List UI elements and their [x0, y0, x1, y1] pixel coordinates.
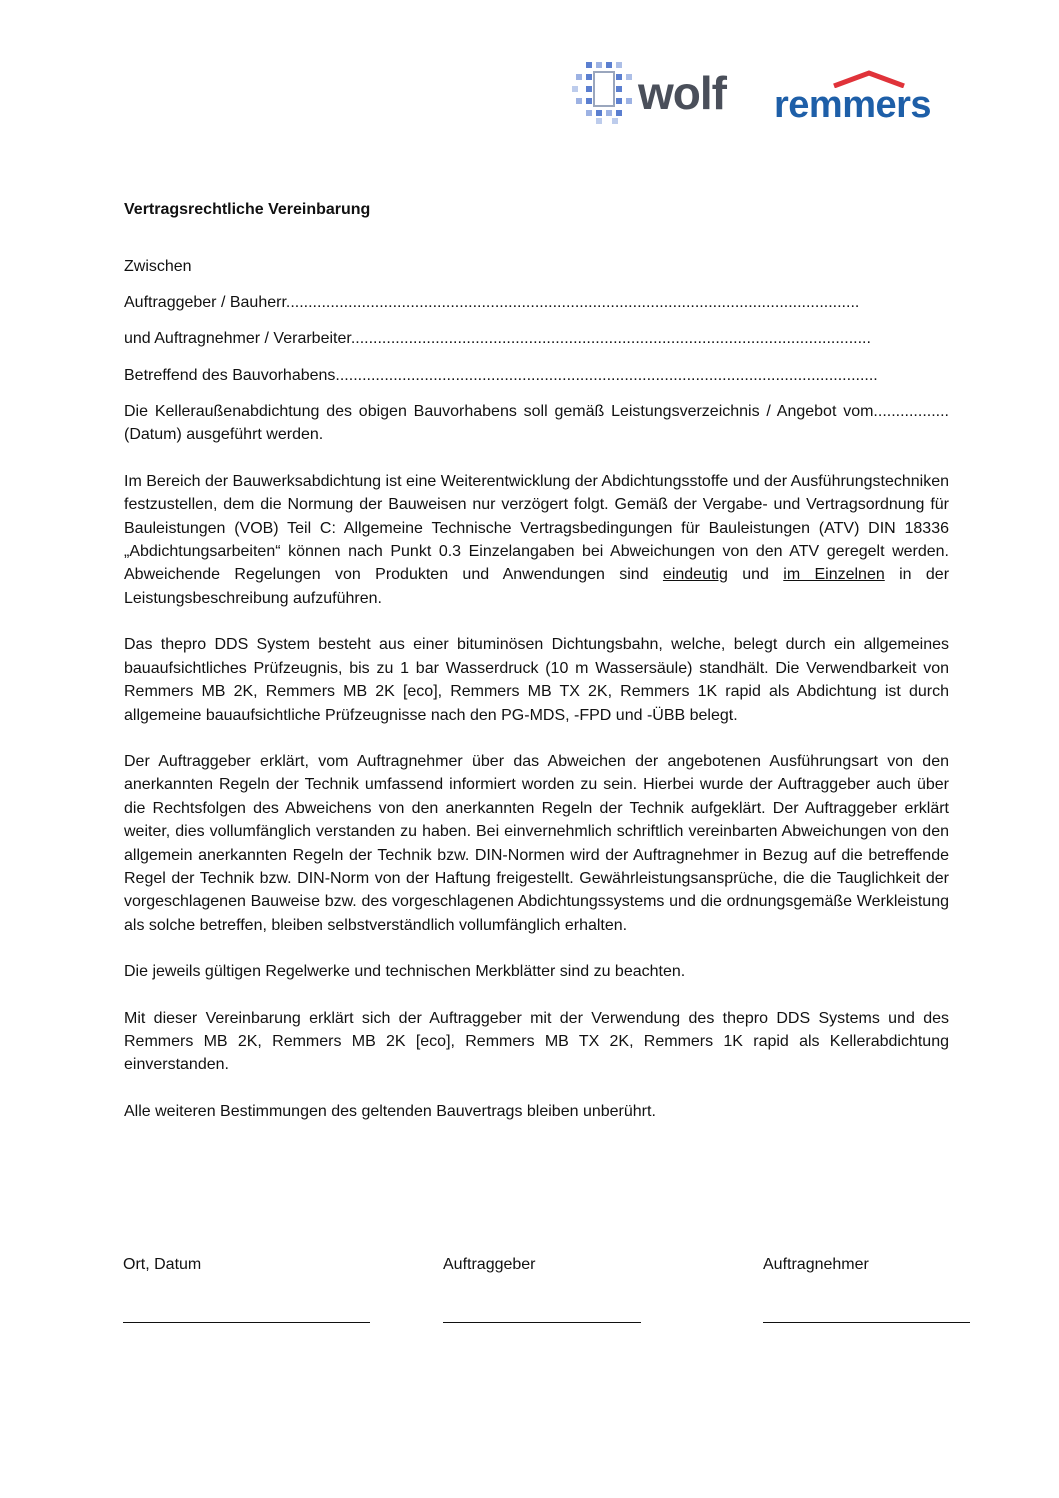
- paragraph-declaration: Der Auftraggeber erklärt, vom Auftragnehmer über das Abweichen der angebotenen Ausführungsart von den anerkannten Regeln der Technik umfassend informiert worden zu sein. Hierbei wurde der Auftraggeber auch über die Rechtsfolgen des Abweichens von den anerkannten Regeln der Technik aufgeklärt. Der Auftraggeber erklärt weiter, dies vollumfänglich verstanden zu haben. Bei einvernehmlich schriftlich vereinbarten Abweichungen von den allgemein anerkannten Regeln der Technik bzw. DIN-Normen wird der Auftragnehmer in Bezug auf die betreffende Regel der Technik bzw. DIN-Norm von der Haftung freigestellt. Gewährleistungsansprüche, die die Tauglichkeit der vorgeschlagenen Bauweise bzw. des vorgeschlagenen Abdichtungssystems und die ordnungsgemäße Werkleistung als solche betreffen, bleiben selbstverständlich vollumfänglich erhalten.: [124, 752, 949, 934]
- wolf-logo-mark-icon: [572, 62, 634, 124]
- paragraph-guidelines: Die jeweils gültigen Regelwerke und technischen Merkblätter sind zu beachten.: [124, 963, 686, 981]
- paragraph-system: Das thepro DDS System besteht aus einer bituminösen Dichtungsbahn, welche, belegt durch ein allgemeines bauaufsichtliches Prüfzeugnis, bis zu 1 bar Wasserdruck (10 m Wassersäule) standhält. Die Verwendbarkeit von Remmers MB 2K, Remmers MB 2K [eco], Remmers MB TX 2K, Remmers 1K rapid als Abdichtung ist durch allgemeine bauaufsichtliche Prüfzeugnisse nach den PG-MDS, -FPD und -ÜBB belegt.: [124, 636, 949, 724]
- paragraph-contract: Alle weiteren Bestimmungen des geltenden Bauvertrags bleiben unberührt.: [124, 1102, 656, 1120]
- header-logos: [568, 60, 948, 130]
- underlined-eindeutig: eindeutig: [662, 566, 728, 584]
- paragraph-regulations-end: in der Leistungsbeschreibung aufzuführen.: [124, 566, 950, 607]
- paragraph-regulations: [124, 470, 949, 610]
- underlined-im-einzelnen: im Einzelnen: [783, 566, 885, 584]
- remmers-logo-text: remmers: [774, 84, 932, 126]
- paragraph-regulations-and: und: [742, 566, 769, 584]
- signature-label-place-date: Ort, Datum: [123, 1256, 202, 1273]
- wolf-logo-text: wolf: [638, 67, 726, 119]
- paragraph-scope: Die Kelleraußenabdichtung des obigen Bauvorhabens soll gemäß Leistungsverzeichnis / Angebot vom.................(Datum) ausgeführt werden.: [124, 403, 949, 444]
- remmers-logo: [774, 70, 944, 130]
- signature-line-client[interactable]: [443, 1322, 641, 1323]
- document-body: [124, 198, 949, 1146]
- between-label: Zwischen: [124, 258, 192, 276]
- signature-line-place-date[interactable]: [123, 1322, 370, 1323]
- contractor-line: und Auftragnehmer / Verarbeiter.....................................................................................................................: [124, 330, 871, 348]
- document-title: Vertragsrechtliche Vereinbarung: [124, 201, 371, 218]
- paragraph-regulations-text: Im Bereich der Bauwerksabdichtung ist eine Weiterentwicklung der Abdichtungsstoffe und der Ausführungstechniken festzustellen, dem die Normung der Bauweisen nur verzögert folgt. Gemäß der Vergabe- und Vertragsordnung für Bauleistungen (VOB) Teil C: Allgemeine Technische Vertragsbedingungen für Bauleistungen (ATV) DIN 18336 „Abdichtungsarbeiten“ können nach Punkt 0.3 Einzelangaben bei Abweichungen von den ATV geregelt werden. Abweichende Regelungen von Produkten und Anwendungen sind: [124, 472, 949, 584]
- signature-line-contractor[interactable]: [763, 1322, 970, 1323]
- signature-label-contractor: Auftragnehmer: [763, 1256, 869, 1273]
- client-line: Auftraggeber / Bauherr.................................................................................................................................: [124, 293, 860, 311]
- signature-label-client: Auftraggeber: [443, 1256, 536, 1273]
- project-line: Betreffend des Bauvorhabens..........................................................................................................................: [124, 366, 878, 384]
- paragraph-agreement: Mit dieser Vereinbarung erklärt sich der Auftraggeber mit der Verwendung des thepro DDS Systems und des Remmers MB 2K, Remmers MB 2K [eco], Remmers MB TX 2K, Remmers 1K rapid als Kellerabdichtung einverstanden.: [124, 1009, 949, 1074]
